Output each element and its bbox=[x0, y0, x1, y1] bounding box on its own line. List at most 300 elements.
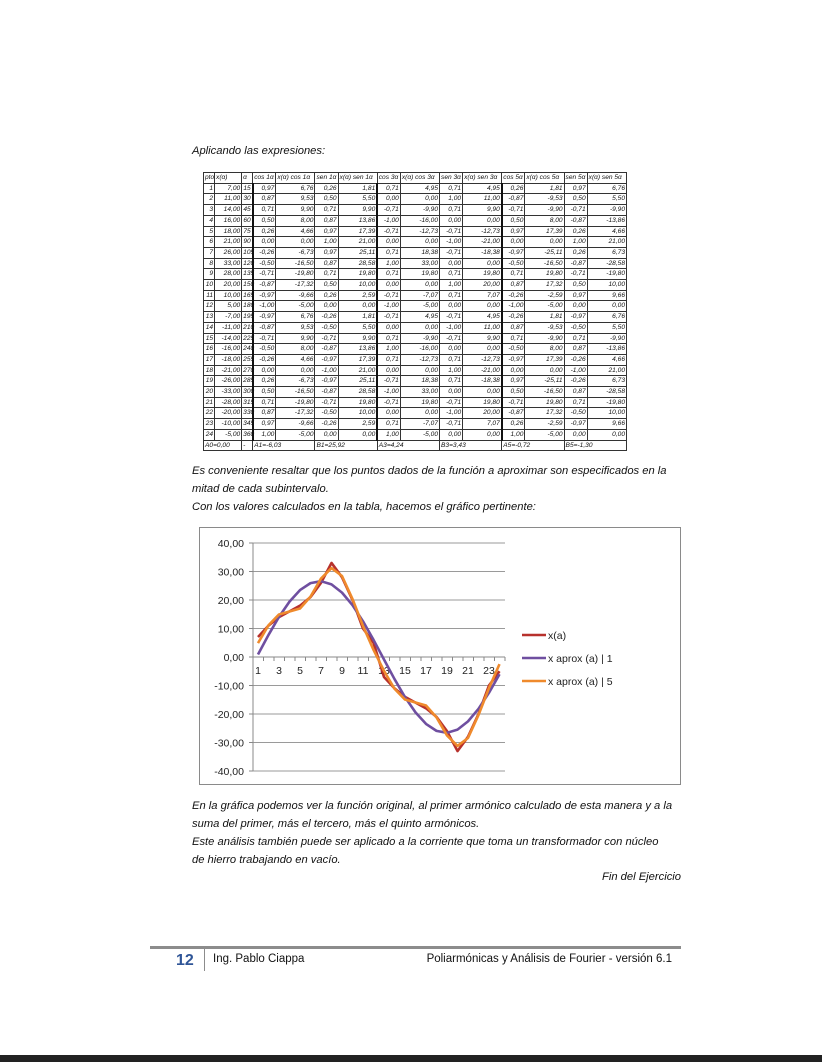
table-cell: -18,38 bbox=[463, 247, 502, 258]
table-row bbox=[204, 205, 627, 216]
table-row bbox=[204, 344, 627, 355]
table-cell: 0,00 bbox=[400, 194, 439, 205]
table-cell: 1,00 bbox=[502, 429, 525, 440]
table-row bbox=[204, 226, 627, 237]
table-cell: -0,87 bbox=[253, 280, 276, 291]
table-cell: 9,90 bbox=[463, 333, 502, 344]
coefficient-cell: - bbox=[242, 440, 253, 451]
table-cell: -0,26 bbox=[564, 354, 587, 365]
table-cell: 0,71 bbox=[502, 269, 525, 280]
table-cell: 9,90 bbox=[276, 333, 315, 344]
table-cell: 0,00 bbox=[338, 301, 377, 312]
table-cell: -0,50 bbox=[502, 258, 525, 269]
table-cell: -1,00 bbox=[440, 237, 463, 248]
table-cell: 7,07 bbox=[463, 419, 502, 430]
table-cell: 0,71 bbox=[440, 376, 463, 387]
table-cell: 9,53 bbox=[276, 322, 315, 333]
column-header: x(α) sen 5α bbox=[587, 173, 626, 184]
table-cell: -0,71 bbox=[377, 376, 400, 387]
table-cell: 0,00 bbox=[564, 429, 587, 440]
table-cell: -0,71 bbox=[440, 333, 463, 344]
table-cell: -5,00 bbox=[400, 301, 439, 312]
table-cell: 0,71 bbox=[440, 269, 463, 280]
table-cell: 0,71 bbox=[502, 333, 525, 344]
table-cell: 19,80 bbox=[525, 269, 564, 280]
table-cell: -14,00 bbox=[215, 333, 242, 344]
table-cell: 11,00 bbox=[215, 194, 242, 205]
table-cell: -12,73 bbox=[463, 226, 502, 237]
table-cell: -16,00 bbox=[215, 344, 242, 355]
coefficient-cell: A0=0,00 bbox=[204, 440, 242, 451]
coefficient-cell: B3=3,43 bbox=[440, 440, 502, 451]
coefficients-row bbox=[204, 440, 627, 451]
table-cell: 0,97 bbox=[253, 419, 276, 430]
table-cell: 0,00 bbox=[502, 365, 525, 376]
table-cell: -19,80 bbox=[587, 397, 626, 408]
table-cell: 0,00 bbox=[315, 301, 338, 312]
y-tick-label: -10,00 bbox=[214, 680, 244, 693]
table-cell: -16,50 bbox=[276, 387, 315, 398]
table-cell: 105 bbox=[242, 247, 253, 258]
x-tick-label: 5 bbox=[297, 665, 303, 677]
table-cell: 19,80 bbox=[338, 397, 377, 408]
table-cell: -0,97 bbox=[564, 419, 587, 430]
table-cell: 9,90 bbox=[463, 205, 502, 216]
table-cell: 270 bbox=[242, 365, 253, 376]
table-cell: 0,71 bbox=[440, 354, 463, 365]
table-cell: -0,71 bbox=[440, 226, 463, 237]
table-cell: 1,00 bbox=[377, 258, 400, 269]
table-cell: 15 bbox=[242, 183, 253, 194]
table-cell: -0,26 bbox=[502, 290, 525, 301]
y-tick-label: 30,00 bbox=[217, 566, 244, 579]
table-cell: -9,90 bbox=[400, 333, 439, 344]
footer-author: Ing. Pablo Ciappa bbox=[213, 953, 305, 965]
paragraph-analysis: En la gráfica podemos ver la función original, al primer armónico calculado de esta manera y a la suma del primer, más el tercero, más el quinto armónicos. bbox=[192, 800, 673, 830]
table-cell: 21,00 bbox=[338, 365, 377, 376]
table-cell: 1,81 bbox=[525, 312, 564, 323]
footer-divider bbox=[150, 946, 681, 949]
table-cell: 0,71 bbox=[315, 269, 338, 280]
table-cell: 9,53 bbox=[276, 194, 315, 205]
table-cell: 0,00 bbox=[463, 387, 502, 398]
table-cell: 0,00 bbox=[377, 408, 400, 419]
table-cell: 20,00 bbox=[463, 408, 502, 419]
table-cell: 345 bbox=[242, 419, 253, 430]
table-cell: 0,87 bbox=[315, 215, 338, 226]
table-cell: 0,00 bbox=[253, 365, 276, 376]
table-cell: -7,00 bbox=[215, 312, 242, 323]
table-cell: -9,90 bbox=[587, 205, 626, 216]
footer-doc-title: Poliarmónicas y Análisis de Fourier - versión 6.1 bbox=[426, 953, 672, 965]
table-cell: 18 bbox=[204, 365, 215, 376]
table-cell: 21 bbox=[204, 397, 215, 408]
legend-label: x aprox (a) | 1 bbox=[548, 653, 613, 665]
table-cell: -5,00 bbox=[525, 301, 564, 312]
table-cell: 6,76 bbox=[276, 183, 315, 194]
table-row bbox=[204, 280, 627, 291]
y-tick-label: 20,00 bbox=[217, 595, 244, 607]
table-cell: 0,87 bbox=[315, 258, 338, 269]
table-cell: -0,71 bbox=[440, 419, 463, 430]
table-cell: 0,97 bbox=[564, 183, 587, 194]
table-cell: -0,50 bbox=[564, 322, 587, 333]
table-cell: 19,80 bbox=[525, 397, 564, 408]
table-cell: -1,00 bbox=[253, 301, 276, 312]
table-cell: -6,73 bbox=[276, 247, 315, 258]
table-cell: 5 bbox=[204, 226, 215, 237]
table-cell: 0,97 bbox=[502, 226, 525, 237]
page-number: 12 bbox=[176, 952, 194, 969]
table-cell: -9,66 bbox=[276, 290, 315, 301]
table-cell: -0,87 bbox=[315, 387, 338, 398]
table-cell: 1,00 bbox=[440, 365, 463, 376]
table-row bbox=[204, 408, 627, 419]
table-cell: 10 bbox=[204, 280, 215, 291]
table-cell: 0,26 bbox=[315, 183, 338, 194]
table-cell: 0,00 bbox=[440, 387, 463, 398]
table-cell: -1,00 bbox=[377, 215, 400, 226]
table-row bbox=[204, 215, 627, 226]
table-cell: -0,50 bbox=[315, 408, 338, 419]
table-cell: -5,00 bbox=[400, 429, 439, 440]
table-cell: 14 bbox=[204, 322, 215, 333]
table-cell: 6,76 bbox=[276, 312, 315, 323]
table-cell: -0,50 bbox=[253, 344, 276, 355]
table-row bbox=[204, 376, 627, 387]
table-cell: 25,11 bbox=[338, 247, 377, 258]
table-cell: -0,50 bbox=[564, 408, 587, 419]
table-cell: -0,97 bbox=[502, 354, 525, 365]
table-cell: 0,00 bbox=[400, 280, 439, 291]
table-cell: 0,00 bbox=[315, 429, 338, 440]
table-cell: -16,50 bbox=[276, 258, 315, 269]
table-cell: -28,00 bbox=[215, 397, 242, 408]
table-cell: -0,26 bbox=[564, 376, 587, 387]
table-cell: -17,32 bbox=[276, 280, 315, 291]
table-cell: -11,00 bbox=[215, 322, 242, 333]
table-cell: 5,50 bbox=[587, 322, 626, 333]
table-cell: 19,80 bbox=[463, 269, 502, 280]
table-cell: -0,71 bbox=[440, 247, 463, 258]
table-cell: 28,58 bbox=[338, 258, 377, 269]
table-cell: 1,00 bbox=[564, 237, 587, 248]
table-cell: 18,38 bbox=[400, 376, 439, 387]
table-cell: -16,00 bbox=[400, 344, 439, 355]
table-cell: -25,11 bbox=[525, 247, 564, 258]
table-cell: 0,71 bbox=[564, 397, 587, 408]
legend-label: x(a) bbox=[548, 630, 567, 642]
table-cell: -0,71 bbox=[253, 269, 276, 280]
table-cell: -10,00 bbox=[215, 419, 242, 430]
table-cell: 0,87 bbox=[502, 322, 525, 333]
table-cell: 0,71 bbox=[564, 333, 587, 344]
table-cell: -0,26 bbox=[315, 419, 338, 430]
table-cell: -16,50 bbox=[525, 258, 564, 269]
table-cell: 13,86 bbox=[338, 344, 377, 355]
table-cell: -21,00 bbox=[463, 237, 502, 248]
table-cell: -7,07 bbox=[400, 290, 439, 301]
table-cell: 10,00 bbox=[587, 408, 626, 419]
table-cell: 13,86 bbox=[338, 215, 377, 226]
table-cell: 0,87 bbox=[564, 387, 587, 398]
table-cell: -0,26 bbox=[502, 312, 525, 323]
table-cell: 0,50 bbox=[315, 194, 338, 205]
table-cell: 7 bbox=[204, 247, 215, 258]
column-header: sen 5α bbox=[564, 173, 587, 184]
table-cell: 4 bbox=[204, 215, 215, 226]
table-cell: 0,26 bbox=[253, 226, 276, 237]
table-cell: 45 bbox=[242, 205, 253, 216]
table-cell: 19 bbox=[204, 376, 215, 387]
table-cell: 1,00 bbox=[377, 429, 400, 440]
table-cell: 18,38 bbox=[400, 247, 439, 258]
table-cell: -6,73 bbox=[276, 376, 315, 387]
x-tick-label: 1 bbox=[255, 665, 261, 677]
table-cell: -0,26 bbox=[253, 354, 276, 365]
table-cell: 5,50 bbox=[338, 194, 377, 205]
table-cell: 0,71 bbox=[377, 269, 400, 280]
legend-label: x aprox (a) | 5 bbox=[548, 676, 613, 688]
table-cell: -0,87 bbox=[502, 194, 525, 205]
table-cell: -0,71 bbox=[564, 205, 587, 216]
table-cell: 14,00 bbox=[215, 205, 242, 216]
table-cell: 6,76 bbox=[587, 312, 626, 323]
table-cell: 0,00 bbox=[440, 301, 463, 312]
table-cell: 1,00 bbox=[253, 429, 276, 440]
table-cell: 1 bbox=[204, 183, 215, 194]
table-row bbox=[204, 312, 627, 323]
table-cell: 4,66 bbox=[587, 226, 626, 237]
table-cell: 0,50 bbox=[253, 387, 276, 398]
coefficient-cell: B5=-1,30 bbox=[564, 440, 626, 451]
table-cell: -9,53 bbox=[525, 322, 564, 333]
table-cell: 0,00 bbox=[377, 237, 400, 248]
table-cell: -18,00 bbox=[215, 354, 242, 365]
table-cell: 1,00 bbox=[377, 344, 400, 355]
column-header: x(α) cos 5α bbox=[525, 173, 564, 184]
table-cell: 315 bbox=[242, 397, 253, 408]
table-cell: -16,00 bbox=[400, 215, 439, 226]
table-cell: 0,97 bbox=[315, 247, 338, 258]
table-cell: -0,71 bbox=[502, 205, 525, 216]
table-cell: 0,71 bbox=[253, 397, 276, 408]
table-row bbox=[204, 194, 627, 205]
table-cell: -9,90 bbox=[400, 205, 439, 216]
table-cell: 0,26 bbox=[564, 247, 587, 258]
table-cell: 1,00 bbox=[440, 194, 463, 205]
table-cell: 0,00 bbox=[463, 258, 502, 269]
table-cell: 0,97 bbox=[502, 376, 525, 387]
table-cell: 21,00 bbox=[215, 237, 242, 248]
y-tick-label: 0,00 bbox=[223, 652, 244, 664]
table-cell: -20,00 bbox=[215, 408, 242, 419]
table-cell: -0,71 bbox=[377, 312, 400, 323]
table-cell: 0,00 bbox=[440, 258, 463, 269]
table-cell: 285 bbox=[242, 376, 253, 387]
table-cell: 11 bbox=[204, 290, 215, 301]
table-cell: -19,80 bbox=[276, 269, 315, 280]
table-cell: 0,50 bbox=[564, 280, 587, 291]
x-tick-label: 9 bbox=[339, 665, 345, 677]
table-cell: 8,00 bbox=[525, 344, 564, 355]
table-cell: -1,00 bbox=[502, 301, 525, 312]
table-cell: -0,71 bbox=[502, 397, 525, 408]
table-cell: 7,07 bbox=[463, 290, 502, 301]
table-cell: 9,66 bbox=[587, 419, 626, 430]
y-tick-label: 40,00 bbox=[217, 538, 244, 550]
table-cell: -0,97 bbox=[564, 312, 587, 323]
table-cell: -9,66 bbox=[276, 419, 315, 430]
column-header: sen 1α bbox=[315, 173, 338, 184]
table-cell: 28,58 bbox=[338, 387, 377, 398]
table-cell: -28,58 bbox=[587, 258, 626, 269]
table-cell: 0,50 bbox=[564, 194, 587, 205]
table-cell: 75 bbox=[242, 226, 253, 237]
table-cell: -25,11 bbox=[525, 376, 564, 387]
table-cell: 1,81 bbox=[338, 312, 377, 323]
table-cell: 1,00 bbox=[440, 280, 463, 291]
column-header: cos 5α bbox=[502, 173, 525, 184]
table-cell: -1,00 bbox=[315, 365, 338, 376]
table-cell: 0,00 bbox=[400, 237, 439, 248]
table-cell: 17,39 bbox=[338, 226, 377, 237]
table-cell: 210 bbox=[242, 322, 253, 333]
fourier-chart bbox=[199, 527, 681, 785]
table-cell: -1,00 bbox=[377, 301, 400, 312]
table-cell: -0,71 bbox=[377, 205, 400, 216]
column-header: sen 3α bbox=[440, 173, 463, 184]
table-cell: -5,00 bbox=[525, 429, 564, 440]
table-cell: 0,00 bbox=[463, 301, 502, 312]
x-tick-label: 13 bbox=[378, 665, 390, 677]
table-cell: 9,90 bbox=[276, 205, 315, 216]
table-row bbox=[204, 290, 627, 301]
table-cell: 0,00 bbox=[276, 237, 315, 248]
table-cell: 21,00 bbox=[587, 365, 626, 376]
table-cell: 0,97 bbox=[564, 290, 587, 301]
table-cell: -1,00 bbox=[440, 322, 463, 333]
table-cell: 19,80 bbox=[400, 269, 439, 280]
table-cell: 0,50 bbox=[253, 215, 276, 226]
table-cell: 12 bbox=[204, 301, 215, 312]
table-cell: 19,80 bbox=[400, 397, 439, 408]
table-cell: 3 bbox=[204, 205, 215, 216]
table-cell: 11,00 bbox=[463, 322, 502, 333]
paragraph-application: Este análisis también puede ser aplicado a la corriente que toma un transformador con núcleo de hierro trabajando en vacío. bbox=[192, 836, 659, 866]
table-cell: 0,00 bbox=[377, 280, 400, 291]
column-header: x(α) bbox=[215, 173, 242, 184]
column-header: cos 3α bbox=[377, 173, 400, 184]
table-cell: 10,00 bbox=[587, 280, 626, 291]
table-cell: -0,97 bbox=[253, 290, 276, 301]
table-cell: 4,95 bbox=[463, 183, 502, 194]
table-cell: 0,00 bbox=[525, 365, 564, 376]
table-cell: -1,00 bbox=[440, 408, 463, 419]
x-tick-label: 19 bbox=[441, 665, 453, 677]
table-cell: 0,00 bbox=[525, 237, 564, 248]
table-cell: -0,71 bbox=[377, 226, 400, 237]
table-cell: -26,00 bbox=[215, 376, 242, 387]
table-cell: 0,71 bbox=[377, 183, 400, 194]
paragraph-chart-intro: Con los valores calculados en la tabla, hacemos el gráfico pertinente: bbox=[192, 501, 536, 513]
table-cell: 8,00 bbox=[276, 344, 315, 355]
table-cell: 5,00 bbox=[215, 301, 242, 312]
table-row bbox=[204, 333, 627, 344]
table-cell: 10,00 bbox=[338, 280, 377, 291]
table-cell: 11,00 bbox=[463, 194, 502, 205]
table-cell: 15 bbox=[204, 333, 215, 344]
table-cell: 225 bbox=[242, 333, 253, 344]
table-cell: 20,00 bbox=[215, 280, 242, 291]
table-cell: 6,76 bbox=[587, 183, 626, 194]
table-cell: 20 bbox=[204, 387, 215, 398]
table-cell: 1,81 bbox=[338, 183, 377, 194]
table-cell: 0,87 bbox=[253, 408, 276, 419]
table-cell: -2,59 bbox=[525, 290, 564, 301]
table-cell: 0,00 bbox=[377, 322, 400, 333]
table-cell: -0,87 bbox=[315, 344, 338, 355]
table-cell: -17,32 bbox=[276, 408, 315, 419]
table-cell: 0,00 bbox=[377, 194, 400, 205]
x-tick-label: 21 bbox=[462, 665, 474, 677]
table-cell: 60 bbox=[242, 215, 253, 226]
table-cell: -12,73 bbox=[463, 354, 502, 365]
table-cell: -16,50 bbox=[525, 387, 564, 398]
table-cell: 5,50 bbox=[338, 322, 377, 333]
table-cell: 0,00 bbox=[587, 301, 626, 312]
table-row bbox=[204, 387, 627, 398]
table-cell: 0,00 bbox=[564, 301, 587, 312]
table-cell: 28,00 bbox=[215, 269, 242, 280]
table-cell: -1,00 bbox=[564, 365, 587, 376]
table-cell: 2,59 bbox=[338, 290, 377, 301]
table-cell: 21,00 bbox=[587, 237, 626, 248]
table-cell: 90 bbox=[242, 237, 253, 248]
table-cell: 17 bbox=[204, 354, 215, 365]
column-header: x(α) sen 1α bbox=[338, 173, 377, 184]
table-cell: 13 bbox=[204, 312, 215, 323]
table-cell: 0,97 bbox=[315, 226, 338, 237]
x-tick-label: 23 bbox=[483, 665, 495, 677]
table-cell: 9,66 bbox=[587, 290, 626, 301]
table-cell: -0,97 bbox=[315, 354, 338, 365]
table-cell: -5,00 bbox=[215, 429, 242, 440]
column-header: pto bbox=[204, 173, 215, 184]
coefficient-cell: B1=25,92 bbox=[315, 440, 377, 451]
table-cell: 165 bbox=[242, 290, 253, 301]
table-row bbox=[204, 419, 627, 430]
table-cell: -13,86 bbox=[587, 344, 626, 355]
table-cell: 2,59 bbox=[338, 419, 377, 430]
table-cell: 9,90 bbox=[338, 333, 377, 344]
table-cell: 0,00 bbox=[440, 344, 463, 355]
table-cell: -0,71 bbox=[440, 397, 463, 408]
x-tick-label: 7 bbox=[318, 665, 324, 677]
table-cell: -19,80 bbox=[587, 269, 626, 280]
table-row bbox=[204, 429, 627, 440]
table-cell: -33,00 bbox=[215, 387, 242, 398]
table-cell: 4,95 bbox=[400, 312, 439, 323]
table-cell: 0,71 bbox=[315, 205, 338, 216]
table-cell: -5,00 bbox=[276, 429, 315, 440]
table-cell: 0,26 bbox=[502, 183, 525, 194]
table-cell: 0,71 bbox=[440, 205, 463, 216]
table-cell: 0,26 bbox=[315, 290, 338, 301]
table-cell: 330 bbox=[242, 408, 253, 419]
table-cell: -0,71 bbox=[440, 312, 463, 323]
table-cell: -12,73 bbox=[400, 354, 439, 365]
